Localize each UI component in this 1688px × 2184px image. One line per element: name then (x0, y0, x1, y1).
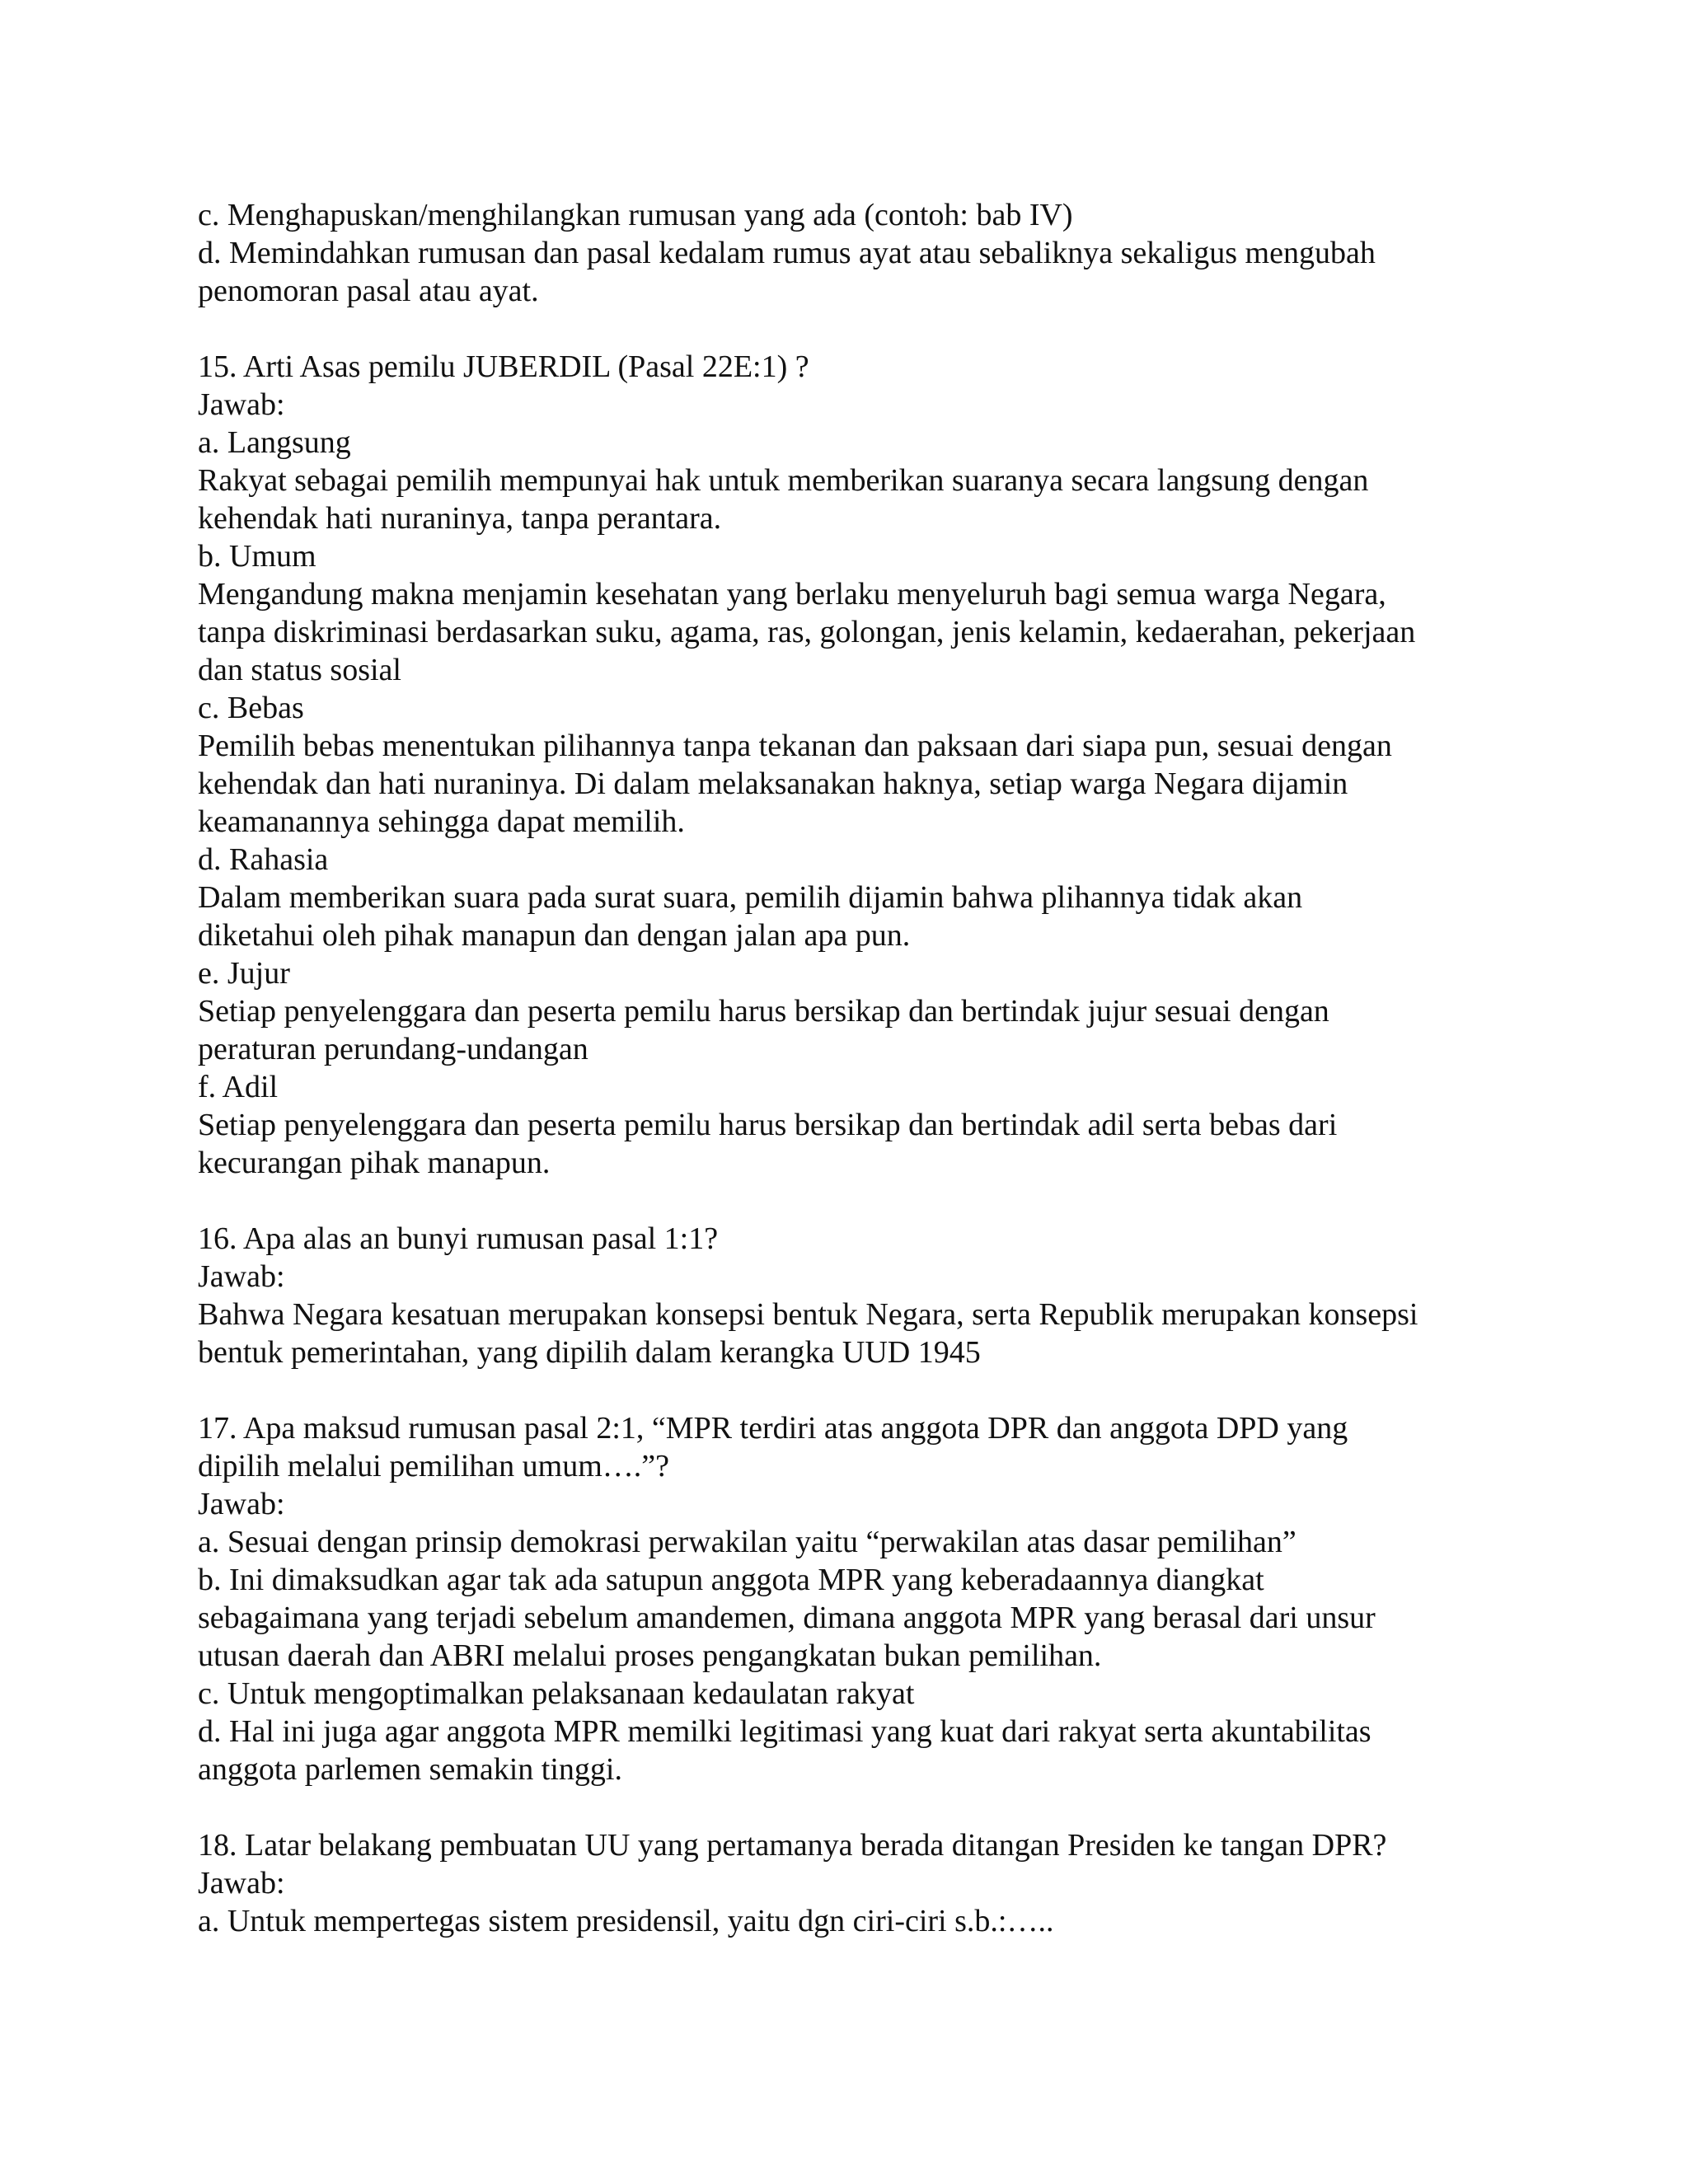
text-line: b. Ini dimaksudkan agar tak ada satupun anggota MPR yang keberadaannya diangkat (198, 1563, 1264, 1597)
question-15-title: 15. Arti Asas pemilu JUBERDIL (Pasal 22E:1) ? (198, 349, 809, 384)
answer-label: Jawab: (198, 1487, 285, 1521)
text-line: utusan daerah dan ABRI melalui proses pengangkatan bukan pemilihan. (198, 1638, 1102, 1673)
text-line: f. Adil (198, 1070, 279, 1104)
text-line: Rakyat sebagai pemilih mempunyai hak untuk memberikan suaranya secara langsung dengan (198, 463, 1369, 498)
text-line: d. Hal ini juga agar anggota MPR memilki legitimasi yang kuat dari rakyat serta akuntabilitas (198, 1714, 1372, 1749)
section-intro (198, 196, 1517, 310)
text-line: bentuk pemerintahan, yang dipilih dalam kerangka UUD 1945 (198, 1335, 981, 1370)
text-line: sebagaimana yang terjadi sebelum amandemen, dimana anggota MPR yang berasal dari unsur (198, 1601, 1376, 1635)
text-line: Mengandung makna menjamin kesehatan yang berlaku menyeluruh bagi semua warga Negara, (198, 577, 1386, 612)
paragraph-gap (198, 1788, 1517, 1826)
text-line: c. Menghapuskan/menghilangkan rumusan yang ada (contoh: bab IV) (198, 198, 1073, 232)
section-question-16 (198, 1220, 1517, 1371)
text-line: Setiap penyelenggara dan peserta pemilu harus bersikap dan bertindak adil serta bebas dari (198, 1108, 1338, 1142)
text-line: kehendak dan hati nuraninya. Di dalam melaksanakan haknya, setiap warga Negara dijamin (198, 766, 1348, 801)
question-17-title: 17. Apa maksud rumusan pasal 2:1, “MPR terdiri atas anggota DPR dan anggota DPD yang (198, 1411, 1348, 1446)
text-line: kecurangan pihak manapun. (198, 1146, 551, 1180)
text-line: d. Memindahkan rumusan dan pasal kedalam rumus ayat atau sebaliknya sekaligus mengubah (198, 236, 1376, 270)
text-line: Dalam memberikan suara pada surat suara, pemilih dijamin bahwa plihannya tidak akan (198, 880, 1303, 915)
section-question-17 (198, 1409, 1517, 1788)
text-line: a. Untuk mempertegas sistem presidensil, yaitu dgn ciri-ciri s.b.:….. (198, 1904, 1054, 1938)
answer-label: Jawab: (198, 1259, 285, 1294)
text-line: Bahwa Negara kesatuan merupakan konsepsi bentuk Negara, serta Republik merupakan konsepsi (198, 1297, 1418, 1332)
text-line: b. Umum (198, 539, 316, 574)
paragraph-gap (198, 1182, 1517, 1220)
question-16-title: 16. Apa alas an bunyi rumusan pasal 1:1? (198, 1221, 719, 1256)
text-line: a. Langsung (198, 425, 351, 460)
text-line: c. Untuk mengoptimalkan pelaksanaan kedaulatan rakyat (198, 1676, 915, 1711)
text-line: Setiap penyelenggara dan peserta pemilu harus bersikap dan bertindak jujur sesuai dengan (198, 994, 1329, 1029)
document-page (198, 196, 1517, 1940)
text-line: kehendak hati nuraninya, tanpa perantara. (198, 501, 722, 536)
text-line: a. Sesuai dengan prinsip demokrasi perwakilan yaitu “perwakilan atas dasar pemilihan” (198, 1525, 1296, 1559)
text-line: tanpa diskriminasi berdasarkan suku, agama, ras, golongan, jenis kelamin, kedaerahan, pekerjaan (198, 615, 1416, 649)
answer-label: Jawab: (198, 387, 285, 422)
text-line: diketahui oleh pihak manapun dan dengan jalan apa pun. (198, 918, 911, 953)
text-line: keamanannya sehingga dapat memilih. (198, 804, 685, 839)
answer-label: Jawab: (198, 1866, 285, 1900)
text-line: dan status sosial (198, 653, 401, 687)
paragraph-gap (198, 310, 1517, 348)
section-question-18 (198, 1826, 1517, 1940)
text-line: d. Rahasia (198, 842, 329, 877)
text-line: penomoran pasal atau ayat. (198, 274, 539, 308)
text-line: c. Bebas (198, 691, 304, 725)
text-line: e. Jujur (198, 956, 290, 991)
text-line: peraturan perundang-undangan (198, 1032, 588, 1066)
question-18-title: 18. Latar belakang pembuatan UU yang pertamanya berada ditangan Presiden ke tangan DPR? (198, 1828, 1387, 1863)
paragraph-gap (198, 1371, 1517, 1409)
text-line: Pemilih bebas menentukan pilihannya tanpa tekanan dan paksaan dari siapa pun, sesuai dengan (198, 729, 1392, 763)
section-question-15 (198, 348, 1517, 1182)
text-line: anggota parlemen semakin tinggi. (198, 1752, 622, 1787)
question-17-title-cont: dipilih melalui pemilihan umum….”? (198, 1449, 670, 1483)
